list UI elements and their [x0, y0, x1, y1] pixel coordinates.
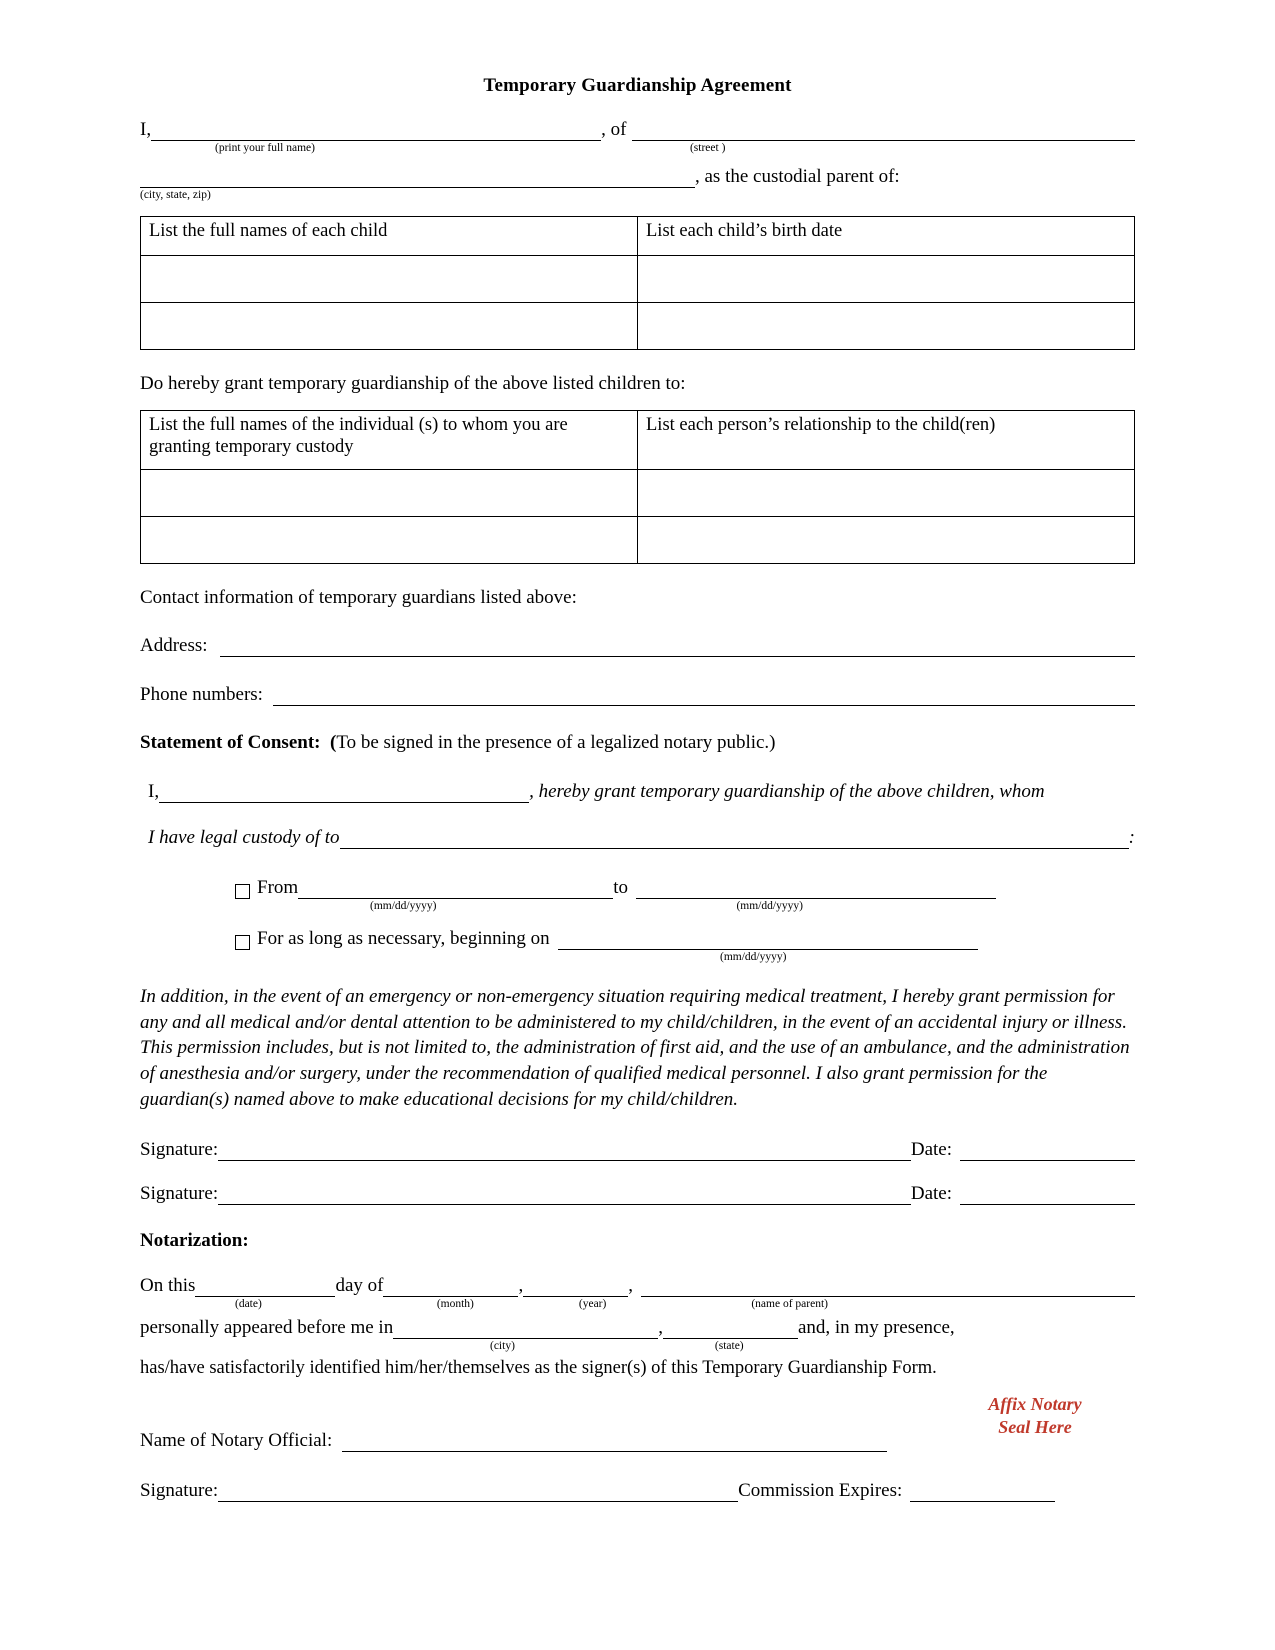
signature-row-1: [140, 1139, 1135, 1161]
from-to-hints: [140, 901, 1135, 913]
hint-print-full-name: (print your full name): [215, 141, 315, 154]
appeared-comma: ,: [658, 1316, 663, 1338]
address-line: [140, 166, 1135, 188]
consent-name-field[interactable]: [159, 782, 529, 803]
notary-signature-field[interactable]: [218, 1481, 738, 1502]
signature-field-2[interactable]: [218, 1184, 911, 1205]
signature-date-field-2[interactable]: [960, 1184, 1135, 1205]
consent-line2-suffix: :: [1128, 827, 1135, 849]
as-long-as-necessary-label: For as long as necessary, beginning on: [257, 928, 550, 950]
identity-hints: [140, 143, 1135, 155]
phone-label: Phone numbers:: [140, 683, 263, 705]
grant-statement: Do hereby grant temporary guardianship of the above listed children to:: [140, 372, 686, 394]
notary-signature-label: Signature:: [140, 1480, 219, 1502]
consent-heading: Statement of Consent: (To be signed in the presence of a legalized notary public.): [140, 731, 776, 753]
notary-name-field[interactable]: [342, 1431, 887, 1452]
consent-line-2: [140, 827, 1135, 849]
full-name-field[interactable]: [151, 120, 601, 141]
notary-state-field[interactable]: [663, 1318, 798, 1339]
hint-month: (month): [436, 1298, 474, 1311]
notary-name-row: [140, 1430, 1135, 1452]
hint-year: (year): [578, 1298, 607, 1311]
guardian-name-cell-1[interactable]: [141, 470, 638, 517]
address-hints: [140, 190, 1135, 202]
notary-month-field[interactable]: [383, 1276, 518, 1297]
table-row: [141, 255, 1135, 302]
to-date-field[interactable]: [636, 878, 996, 899]
notary-day-field[interactable]: [195, 1276, 335, 1297]
beginning-date-field[interactable]: [558, 929, 978, 950]
children-table: [140, 216, 1135, 350]
checkbox-as-long-as-necessary[interactable]: [235, 935, 250, 950]
to-label: to: [613, 877, 628, 899]
street-field[interactable]: [632, 120, 1135, 141]
from-date-field[interactable]: [298, 878, 613, 899]
notarization-heading: Notarization:: [140, 1229, 249, 1251]
address-input[interactable]: [220, 636, 1135, 657]
notary-signature-row: [140, 1480, 1135, 1502]
signature-label-1: Signature:: [140, 1138, 219, 1160]
address-label: Address:: [140, 635, 208, 657]
signature-date-field-1[interactable]: [960, 1140, 1135, 1161]
notary-parent-name-field[interactable]: [641, 1276, 1135, 1297]
contact-heading: Contact information of temporary guardians listed above:: [140, 587, 577, 609]
notary-date-row: [140, 1275, 1135, 1297]
medical-permission-paragraph: In addition, in the event of an emergency or non-emergency situation requiring medical treatment, I hereby grant permission for any and all medical and/or dental attention to be administered to my child/children, in the event of an accidental injury or illness. This permission includes, but is not limited to, the administration of first aid, and the use of an ambulance, and the administration of anesthesia and/or surgery, under the recommendation of qualified medical personnel. I also grant permission for the guardian(s) named above to make educational decisions for my child/children.: [140, 985, 1130, 1111]
hint-date: (date): [235, 1298, 262, 1311]
of-label: , of: [601, 119, 627, 140]
hint-city-state-zip: (city, state, zip): [140, 189, 211, 202]
consent-heading-bold: Statement of Consent:: [140, 731, 321, 753]
hint-city: (city): [490, 1339, 515, 1352]
checkbox-from[interactable]: [235, 884, 250, 899]
child-name-cell-1[interactable]: [141, 255, 638, 302]
child-birthdate-cell-1[interactable]: [638, 255, 1135, 302]
signature-field-1[interactable]: [218, 1140, 911, 1161]
child-birthdate-cell-2[interactable]: [638, 302, 1135, 349]
notary-comma-1: ,: [518, 1275, 524, 1297]
hint-state: (state): [714, 1339, 744, 1352]
children-name-header: List the full names of each child: [141, 216, 638, 255]
table-row: [141, 470, 1135, 517]
notary-name-label: Name of Notary Official:: [140, 1430, 333, 1452]
guardian-name-cell-2[interactable]: [141, 517, 638, 564]
identified-statement: has/have satisfactorily identified him/her/themselves as the signer(s) of this Temporary Guardianship Form.: [140, 1358, 937, 1379]
option-long-row: [140, 928, 1135, 950]
appeared-suffix: and, in my presence,: [797, 1316, 955, 1338]
consent-i-label: I,: [148, 781, 160, 803]
commission-expires-field[interactable]: [910, 1481, 1055, 1502]
signature-label-2: Signature:: [140, 1182, 219, 1204]
notary-comma-2: ,: [628, 1275, 633, 1297]
hint-name-of-parent: (name of parent): [751, 1298, 828, 1311]
hint-street: (street ): [689, 141, 726, 154]
page-title: Temporary Guardianship Agreement: [483, 75, 792, 96]
consent-custody-field[interactable]: [340, 828, 1129, 849]
guardian-name-header: List the full names of the individual (s) to whom you are granting temporary custody: [141, 411, 638, 470]
table-row: [141, 517, 1135, 564]
consent-line1-suffix: , hereby grant temporary guardianship of the above children, whom: [529, 781, 1045, 803]
table-header-row: [141, 216, 1135, 255]
custodial-parent-label: , as the custodial parent of:: [695, 166, 900, 188]
notary-date-hints: [140, 1299, 1135, 1311]
notary-appeared-hints: [140, 1341, 1135, 1353]
i-label: I,: [140, 119, 152, 140]
table-header-row: [141, 411, 1135, 470]
address-row: [140, 635, 1135, 657]
children-birthdate-header: List each child’s birth date: [638, 216, 1135, 255]
from-label: From: [257, 877, 299, 899]
commission-expires-label: Commission Expires:: [738, 1480, 903, 1502]
consent-heading-rest: To be signed in the presence of a legalized notary public.): [336, 731, 776, 753]
guardian-relationship-cell-1[interactable]: [638, 470, 1135, 517]
phone-input[interactable]: [273, 685, 1135, 706]
consent-line-1: [140, 781, 1135, 803]
consent-line2-prefix: I have legal custody of to: [148, 827, 340, 849]
notary-appeared-row: [140, 1317, 1135, 1339]
notary-year-field[interactable]: [523, 1276, 628, 1297]
day-of-label: day of: [335, 1275, 384, 1297]
phone-row: [140, 684, 1135, 706]
seal-line-1: Affix Notary: [988, 1394, 1082, 1415]
guardian-relationship-cell-2[interactable]: [638, 517, 1135, 564]
option-from-row: [140, 877, 1135, 899]
date-label-2: Date:: [910, 1182, 952, 1204]
on-this-label: On this: [140, 1275, 196, 1297]
hint-to-date: (mm/dd/yyyy): [736, 899, 803, 912]
seal-line-2: Seal Here: [998, 1416, 1072, 1437]
city-state-zip-field[interactable]: [140, 167, 695, 188]
guardians-table: [140, 410, 1135, 564]
child-name-cell-2[interactable]: [141, 302, 638, 349]
signature-row-2: [140, 1183, 1135, 1205]
identity-line: [140, 119, 1135, 141]
guardian-relationship-header: List each person’s relationship to the child(ren): [638, 411, 1135, 470]
notary-city-field[interactable]: [393, 1318, 658, 1339]
appeared-label: personally appeared before me in: [140, 1316, 394, 1338]
hint-beginning-date: (mm/dd/yyyy): [720, 951, 787, 964]
date-label-1: Date:: [910, 1138, 952, 1160]
hint-from-date: (mm/dd/yyyy): [370, 899, 437, 912]
table-row: [141, 302, 1135, 349]
long-hint-row: [140, 952, 1135, 964]
